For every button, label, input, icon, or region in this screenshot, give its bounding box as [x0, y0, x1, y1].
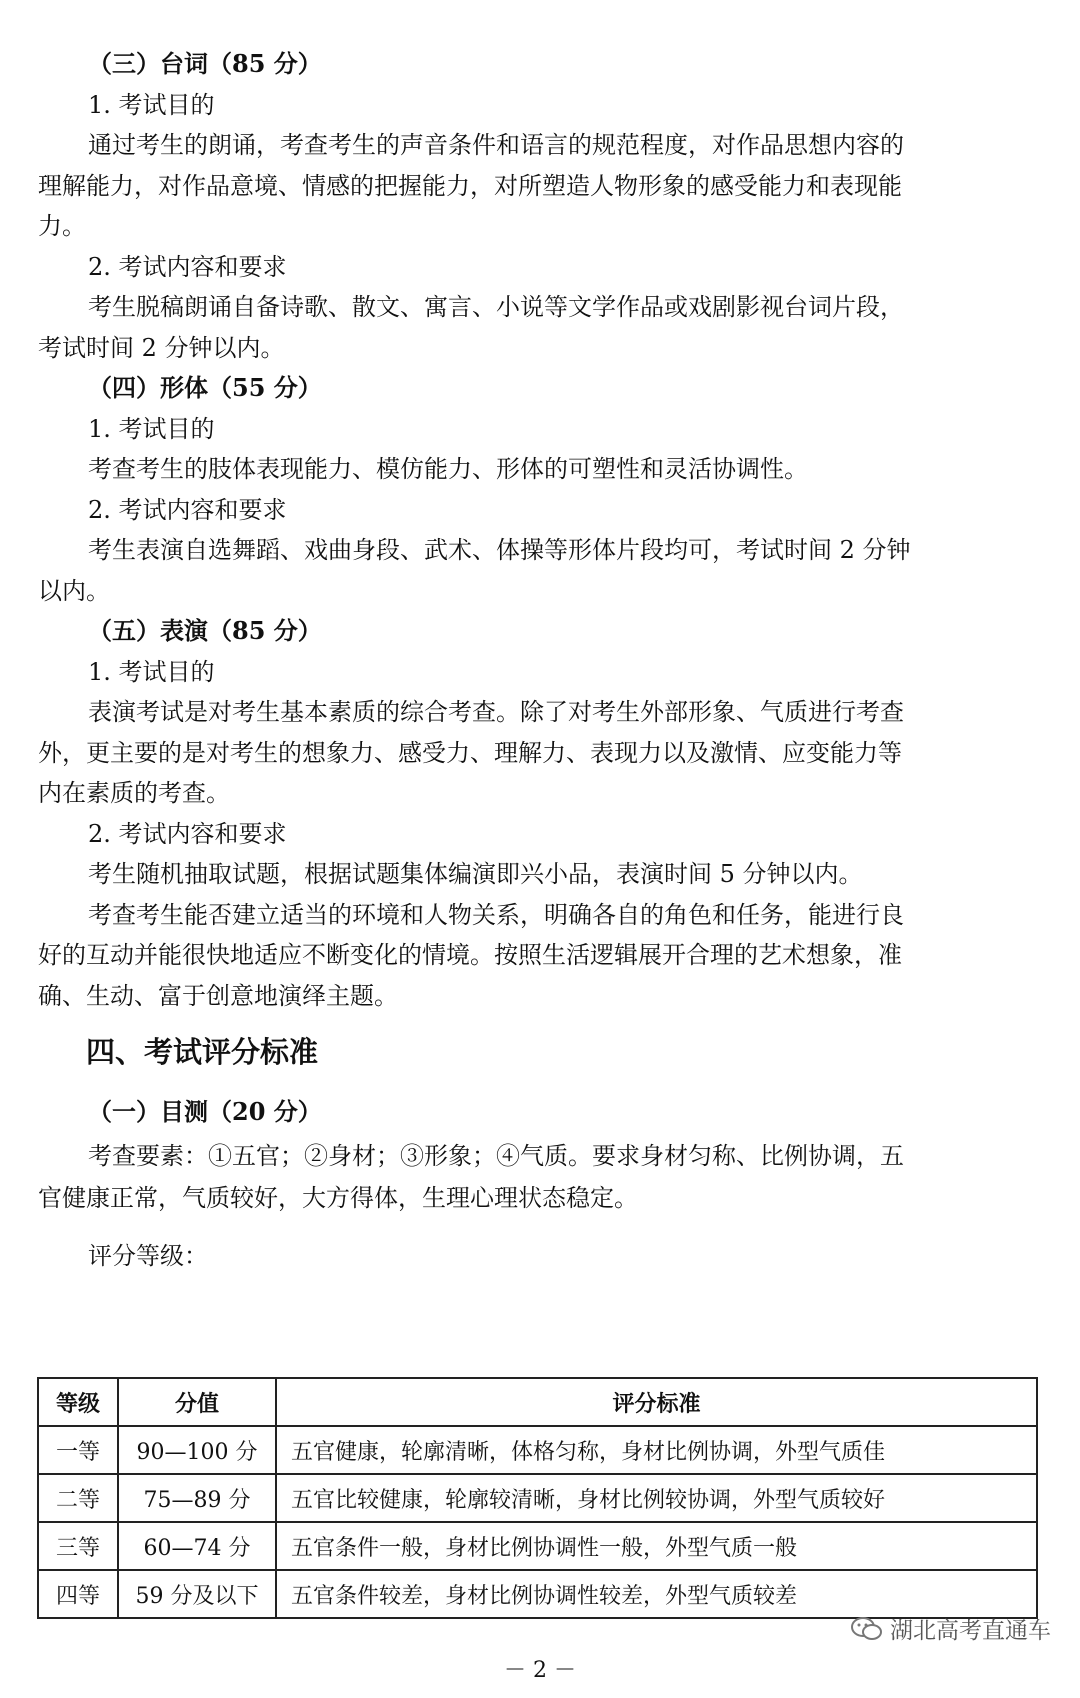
paragraph: 官健康正常，气质较好，大方得体，生理心理状态稳定。 [38, 1184, 638, 1212]
score-cell: 90—100 分 [118, 1426, 276, 1474]
paragraph-line: 2. 考试内容和要求 [88, 496, 287, 524]
column-header: 分值 [118, 1378, 276, 1426]
score-cell: 59 分及以下 [118, 1570, 276, 1618]
paragraph-line: 以内。 [38, 577, 110, 605]
scoring-table [37, 1377, 1038, 1619]
table-header-row [38, 1378, 1037, 1426]
criteria-cell: 五官条件一般，身材比例协调性一般，外型气质一般 [276, 1522, 1037, 1570]
paragraph-line: 1. 考试目的 [88, 415, 215, 443]
paragraph-line: 考生随机抽取试题，根据试题集体编演即兴小品，表演时间 5 分钟以内。 [88, 860, 863, 888]
table-row [38, 1474, 1037, 1522]
criteria-cell: 五官健康，轮廓清晰，体格匀称，身材比例协调，外型气质佳 [276, 1426, 1037, 1474]
paragraph-line: 考查考生能否建立适当的环境和人物关系，明确各自的角色和任务，能进行良 [88, 901, 904, 929]
score-cell: 75—89 分 [118, 1474, 276, 1522]
paragraph-line: 理解能力，对作品意境、情感的把握能力，对所塑造人物形象的感受能力和表现能 [38, 172, 902, 200]
paragraph-line: 1. 考试目的 [88, 91, 215, 119]
subsection-title: （四）形体（55 分） [88, 373, 322, 402]
paragraph-line: 好的互动并能很快地适应不断变化的情境。按照生活逻辑展开合理的艺术想象，准 [38, 941, 902, 969]
paragraph-line: 考查考生的肢体表现能力、模仿能力、形体的可塑性和灵活协调性。 [88, 455, 808, 483]
paragraph-line: 表演考试是对考生基本素质的综合考查。除了对考生外部形象、气质进行考查 [88, 698, 904, 726]
grade-cell: 四等 [38, 1570, 118, 1618]
column-header: 等级 [38, 1378, 118, 1426]
paragraph: 考查要素：①五官；②身材；③形象；④气质。要求身材匀称、比例协调，五 [88, 1142, 904, 1170]
table-row [38, 1426, 1037, 1474]
watermark-text: 湖北高考直通车 [890, 1618, 1051, 1644]
paragraph-line: 力。 [38, 212, 86, 240]
paragraph-line: 通过考生的朗诵，考查考生的声音条件和语言的规范程度，对作品思想内容的 [88, 131, 904, 159]
score-cell: 60—74 分 [118, 1522, 276, 1570]
paragraph-line: 2. 考试内容和要求 [88, 253, 287, 281]
paragraph-line: 考试时间 2 分钟以内。 [38, 334, 285, 362]
criteria-cell: 五官条件较差，身材比例协调性较差，外型气质较差 [276, 1570, 1037, 1618]
table-row [38, 1522, 1037, 1570]
criteria-cell: 五官比较健康，轮廓较清晰，身材比例较协调，外型气质较好 [276, 1474, 1037, 1522]
subsection-title: （三）台词（85 分） [88, 49, 322, 78]
paragraph-line: 考生脱稿朗诵自备诗歌、散文、寓言、小说等文学作品或戏剧影视台词片段， [88, 293, 904, 321]
paragraph-line: 2. 考试内容和要求 [88, 820, 287, 848]
column-header: 评分标准 [276, 1378, 1037, 1426]
page-number: － 2 － [504, 1658, 576, 1683]
section-heading: 四、考试评分标准 [86, 1035, 319, 1069]
wechat-icon [850, 1616, 884, 1642]
paragraph-line: 确、生动、富于创意地演绎主题。 [38, 982, 398, 1010]
paragraph-line: 外，更主要的是对考生的想象力、感受力、理解力、表现力以及激情、应变能力等 [38, 739, 902, 767]
subsection-title: （一）目测（20 分） [88, 1097, 322, 1126]
paragraph-line: 1. 考试目的 [88, 658, 215, 686]
table-caption: 评分等级： [88, 1242, 208, 1270]
grade-cell: 二等 [38, 1474, 118, 1522]
watermark [850, 1612, 1051, 1645]
table-row [38, 1570, 1037, 1618]
paragraph-line: 考生表演自选舞蹈、戏曲身段、武术、体操等形体片段均可，考试时间 2 分钟 [88, 536, 911, 564]
paragraph-line: 内在素质的考查。 [38, 779, 230, 807]
subsection-title: （五）表演（85 分） [88, 616, 322, 645]
grade-cell: 一等 [38, 1426, 118, 1474]
grade-cell: 三等 [38, 1522, 118, 1570]
